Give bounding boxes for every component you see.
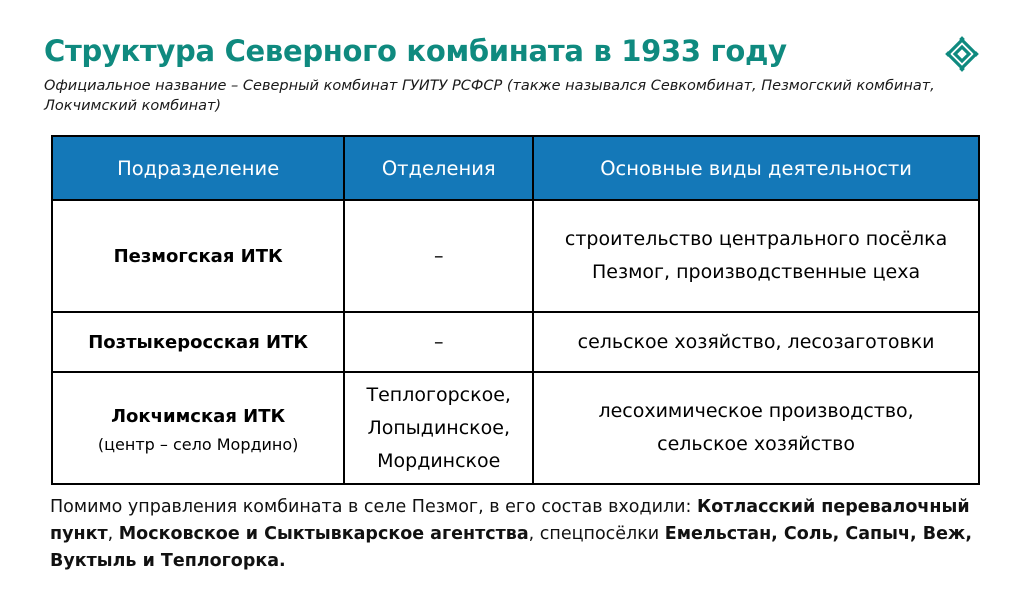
division-activity: строительство центрального посёлка Пезмог, производственные цеха — [533, 200, 979, 312]
footer-text — [50, 494, 990, 575]
division-branches: – — [344, 312, 533, 372]
division-activity: лесохимическое производство, сельское хозяйство — [533, 372, 979, 484]
page-subtitle: Официальное название – Северный комбинат ГУИТУ РСФСР (также назывался Севкомбинат, Пезмогский комбинат, Локчимский комбинат) — [44, 78, 935, 114]
table-header-row — [52, 136, 979, 200]
division-name: Пезмогская ИТК — [52, 200, 344, 312]
footer-text-part: Помимо управления комбината в селе Пезмог, в его состав входили: — [50, 497, 697, 517]
table-row — [52, 372, 979, 484]
division-cell — [52, 372, 344, 484]
header-branches: Отделения — [344, 136, 533, 200]
header-activities: Основные виды деятельности — [533, 136, 979, 200]
footer-text-part: , — [107, 524, 119, 544]
division-note: (центр – село Мордино) — [97, 434, 299, 454]
header-division: Подразделение — [52, 136, 344, 200]
table-row — [52, 312, 979, 372]
division-branches: Теплогорское, Лопыдинское, Мординское — [344, 372, 533, 484]
footer-bold-part: Емельстан, Соль, Сапыч, Веж, Вуктыль и Теплогорка. — [50, 524, 972, 571]
footer-text-part: , спецпосёлки — [528, 524, 665, 544]
ornament-logo-icon — [942, 36, 982, 76]
table-row — [52, 200, 979, 312]
footer-bold-part: Котласский перевалочный пункт — [50, 497, 970, 544]
division-branches: – — [344, 200, 533, 312]
division-activity: сельское хозяйство, лесозаготовки — [533, 312, 979, 372]
page-title: Структура Северного комбината в 1933 году — [44, 34, 787, 68]
footer-bold-part: Московское и Сыктывкарское агентства — [118, 524, 529, 544]
division-name: Локчимская ИТК — [111, 405, 286, 427]
structure-table — [51, 135, 980, 485]
division-name: Позтыкеросская ИТК — [52, 312, 344, 372]
